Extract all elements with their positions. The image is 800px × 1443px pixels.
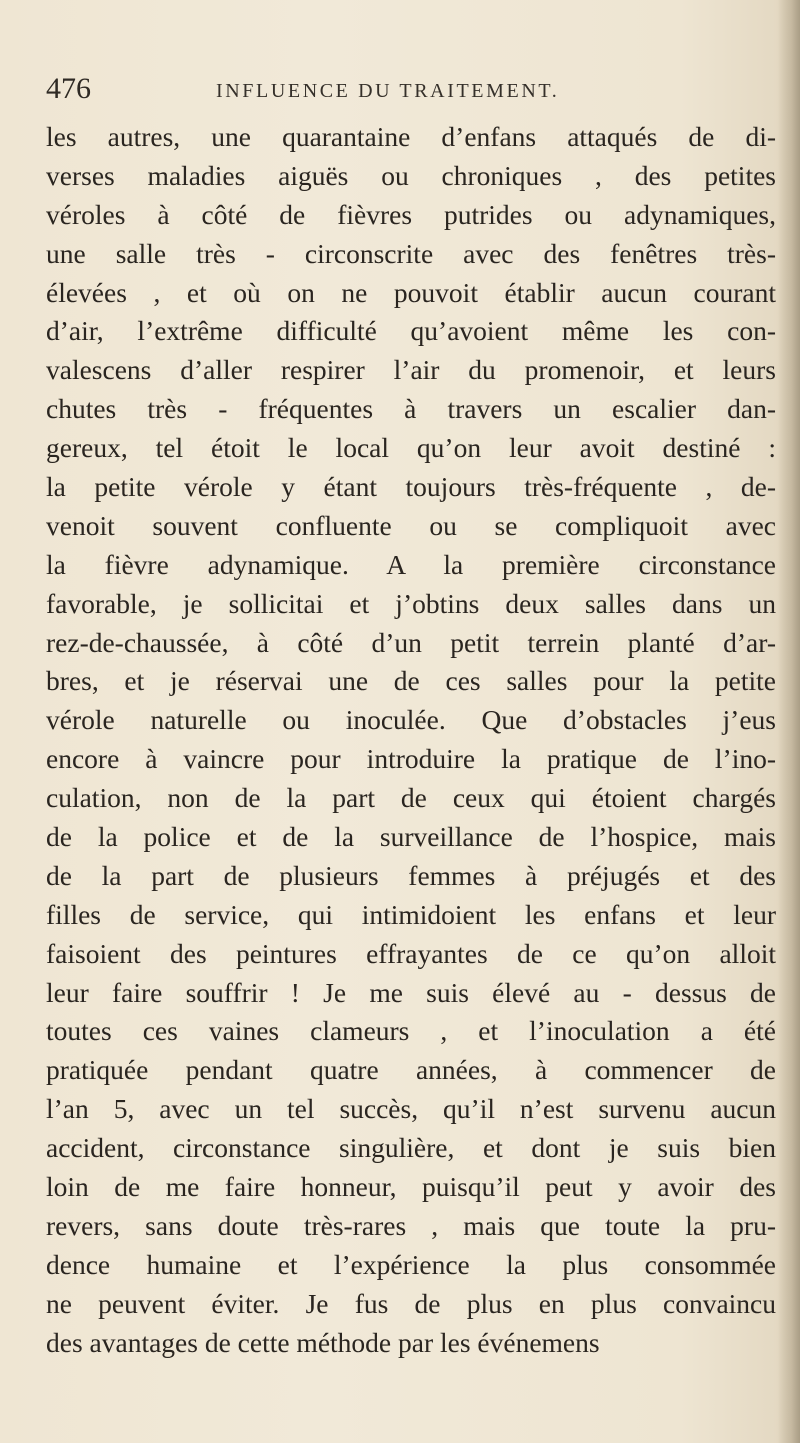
text-line: verses maladies aiguës ou chroniques , des petites <box>46 159 776 191</box>
page-number: 476 <box>46 72 91 105</box>
text-line: la petite vérole y étant toujours très-fréquente , de- <box>46 471 776 503</box>
text-line: accident, circonstance singulière, et dont je suis bien <box>46 1132 776 1164</box>
text-line: faisoient des peintures effrayantes de ce qu’on alloit <box>46 937 776 969</box>
running-head <box>46 72 766 112</box>
text-line: encore à vaincre pour introduire la pratique de l’ino- <box>46 743 776 775</box>
text-line: les autres, une quarantaine d’enfans attaqués de di- <box>46 121 776 152</box>
text-line: élevées , et où on ne pouvoit établir aucun courant <box>46 276 776 308</box>
text-line: filles de service, qui intimidoient les enfans et leur <box>46 898 776 930</box>
text-line: venoit souvent confluente ou se compliquoit avec <box>46 509 776 541</box>
text-line: valescens d’aller respirer l’air du promenoir, et leurs <box>46 354 776 386</box>
text-line: loin de me faire honneur, puisqu’il peut y avoir des <box>46 1171 776 1203</box>
text-line: bres, et je réservai une de ces salles pour la petite <box>46 665 776 697</box>
text-line: une salle très - circonscrite avec des fenêtres très- <box>46 237 776 269</box>
text-line: rez-de-chaussée, à côté d’un petit terrein planté d’ar- <box>46 626 776 658</box>
text-line: culation, non de la part de ceux qui étoient chargés <box>46 782 776 814</box>
text-line: des avantages de cette méthode par les événemens <box>46 1326 600 1358</box>
text-line: chutes très - fréquentes à travers un escalier dan- <box>46 393 776 425</box>
text-line: de la police et de la surveillance de l’hospice, mais <box>46 821 776 853</box>
text-line: véroles à côté de fièvres putrides ou adynamiques, <box>46 198 776 230</box>
running-title: INFLUENCE DU TRAITEMENT. <box>216 80 560 102</box>
text-line: pratiquée pendant quatre années, à commencer de <box>46 1054 776 1086</box>
text-line: de la part de plusieurs femmes à préjugés et des <box>46 859 776 891</box>
text-line: la fièvre adynamique. A la première circonstance <box>46 548 776 580</box>
text-line: ne peuvent éviter. Je fus de plus en plus convaincu <box>46 1287 776 1319</box>
text-line: dence humaine et l’expérience la plus consommée <box>46 1248 776 1280</box>
body-text <box>46 118 776 1363</box>
text-line: revers, sans doute très-rares , mais que toute la pru- <box>46 1209 776 1241</box>
text-line: toutes ces vaines clameurs , et l’inoculation a été <box>46 1015 776 1047</box>
text-line: d’air, l’extrême difficulté qu’avoient même les con- <box>46 315 776 347</box>
text-line: gereux, tel étoit le local qu’on leur avoit destiné : <box>46 432 776 464</box>
text-line: favorable, je sollicitai et j’obtins deux salles dans un <box>46 587 776 619</box>
text-line: leur faire souffrir ! Je me suis élevé au - dessus de <box>46 976 776 1008</box>
page-binding-edge <box>778 0 800 1443</box>
text-line: l’an 5, avec un tel succès, qu’il n’est survenu aucun <box>46 1093 776 1125</box>
text-line: vérole naturelle ou inoculée. Que d’obstacles j’eus <box>46 704 776 736</box>
